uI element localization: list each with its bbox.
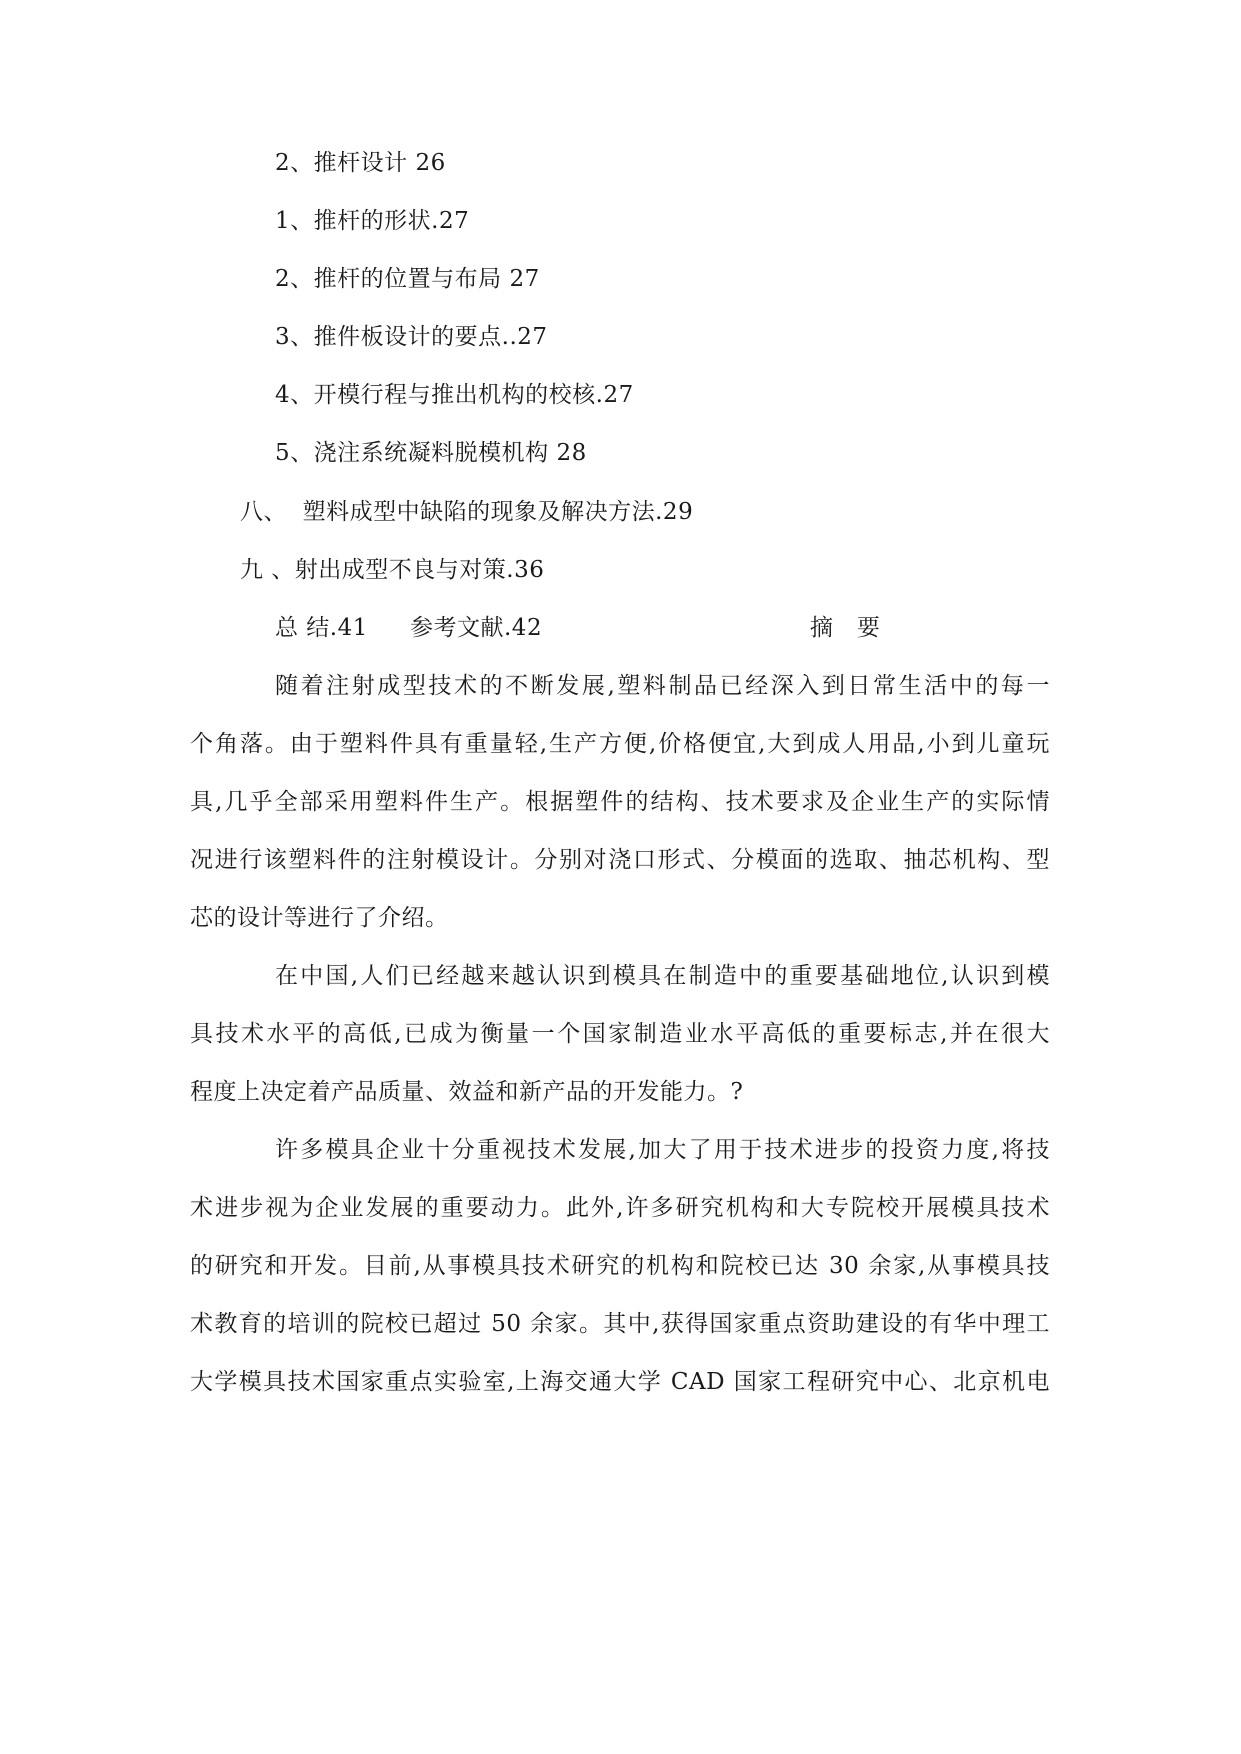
toc-entry-push-plate-points: 3、推件板设计的要点..27 bbox=[275, 324, 548, 350]
paragraph-line: 程度上决定着产品质量、效益和新产品的开发能力。? bbox=[190, 1079, 744, 1105]
toc-entry-mold-stroke-check: 4、开模行程与推出机构的校核.27 bbox=[275, 382, 634, 408]
toc-entry-push-rod-design: 2、推杆设计 26 bbox=[275, 150, 446, 176]
toc-entry-push-rod-position: 2、推杆的位置与布局 27 bbox=[275, 266, 540, 292]
paragraph-line: 况进行该塑料件的注射模设计。分别对浇口形式、分模面的选取、抽芯机构、型 bbox=[190, 847, 1050, 873]
paragraph-line: 芯的设计等进行了介绍。 bbox=[190, 905, 449, 931]
paragraph-line: 在中国,人们已经越来越认识到模具在制造中的重要基础地位,认识到模 bbox=[275, 963, 1050, 989]
toc-entry-push-rod-shape: 1、推杆的形状.27 bbox=[275, 208, 470, 234]
abstract-heading: 摘 要 bbox=[810, 615, 881, 641]
toc-entry-references: 参考文献.42 bbox=[410, 615, 543, 641]
toc-entry-conclusion: 总 结.41 bbox=[275, 615, 368, 641]
paragraph-line: 术教育的培训的院校已超过 50 余家。其中,获得国家重点资助建设的有华中理工 bbox=[190, 1311, 1050, 1337]
paragraph-line: 具技术水平的高低,已成为衡量一个国家制造业水平高低的重要标志,并在很大 bbox=[190, 1021, 1050, 1047]
paragraph-line: 许多模具企业十分重视技术发展,加大了用于技术进步的投资力度,将技 bbox=[275, 1137, 1050, 1163]
toc-entry-runner-demold: 5、浇注系统凝料脱模机构 28 bbox=[275, 440, 587, 466]
paragraph-line: 术进步视为企业发展的重要动力。此外,许多研究机构和大专院校开展模具技术 bbox=[190, 1195, 1050, 1221]
paragraph-line: 随着注射成型技术的不断发展,塑料制品已经深入到日常生活中的每一 bbox=[275, 673, 1050, 699]
paragraph-line: 个角落。由于塑料件具有重量轻,生产方便,价格便宜,大到成人用品,小到儿童玩 bbox=[190, 731, 1050, 757]
paragraph-line: 的研究和开发。目前,从事模具技术研究的机构和院校已达 30 余家,从事模具技 bbox=[190, 1253, 1050, 1279]
toc-entry-injection-defects: 九 、射出成型不良与对策.36 bbox=[240, 557, 545, 583]
toc-entry-defects: 八、 塑料成型中缺陷的现象及解决方法.29 bbox=[240, 499, 694, 525]
paragraph-line: 具,几乎全部采用塑料件生产。根据塑件的结构、技术要求及企业生产的实际情 bbox=[190, 789, 1050, 815]
paragraph-line: 大学模具技术国家重点实验室,上海交通大学 CAD 国家工程研究中心、北京机电 bbox=[190, 1369, 1050, 1395]
